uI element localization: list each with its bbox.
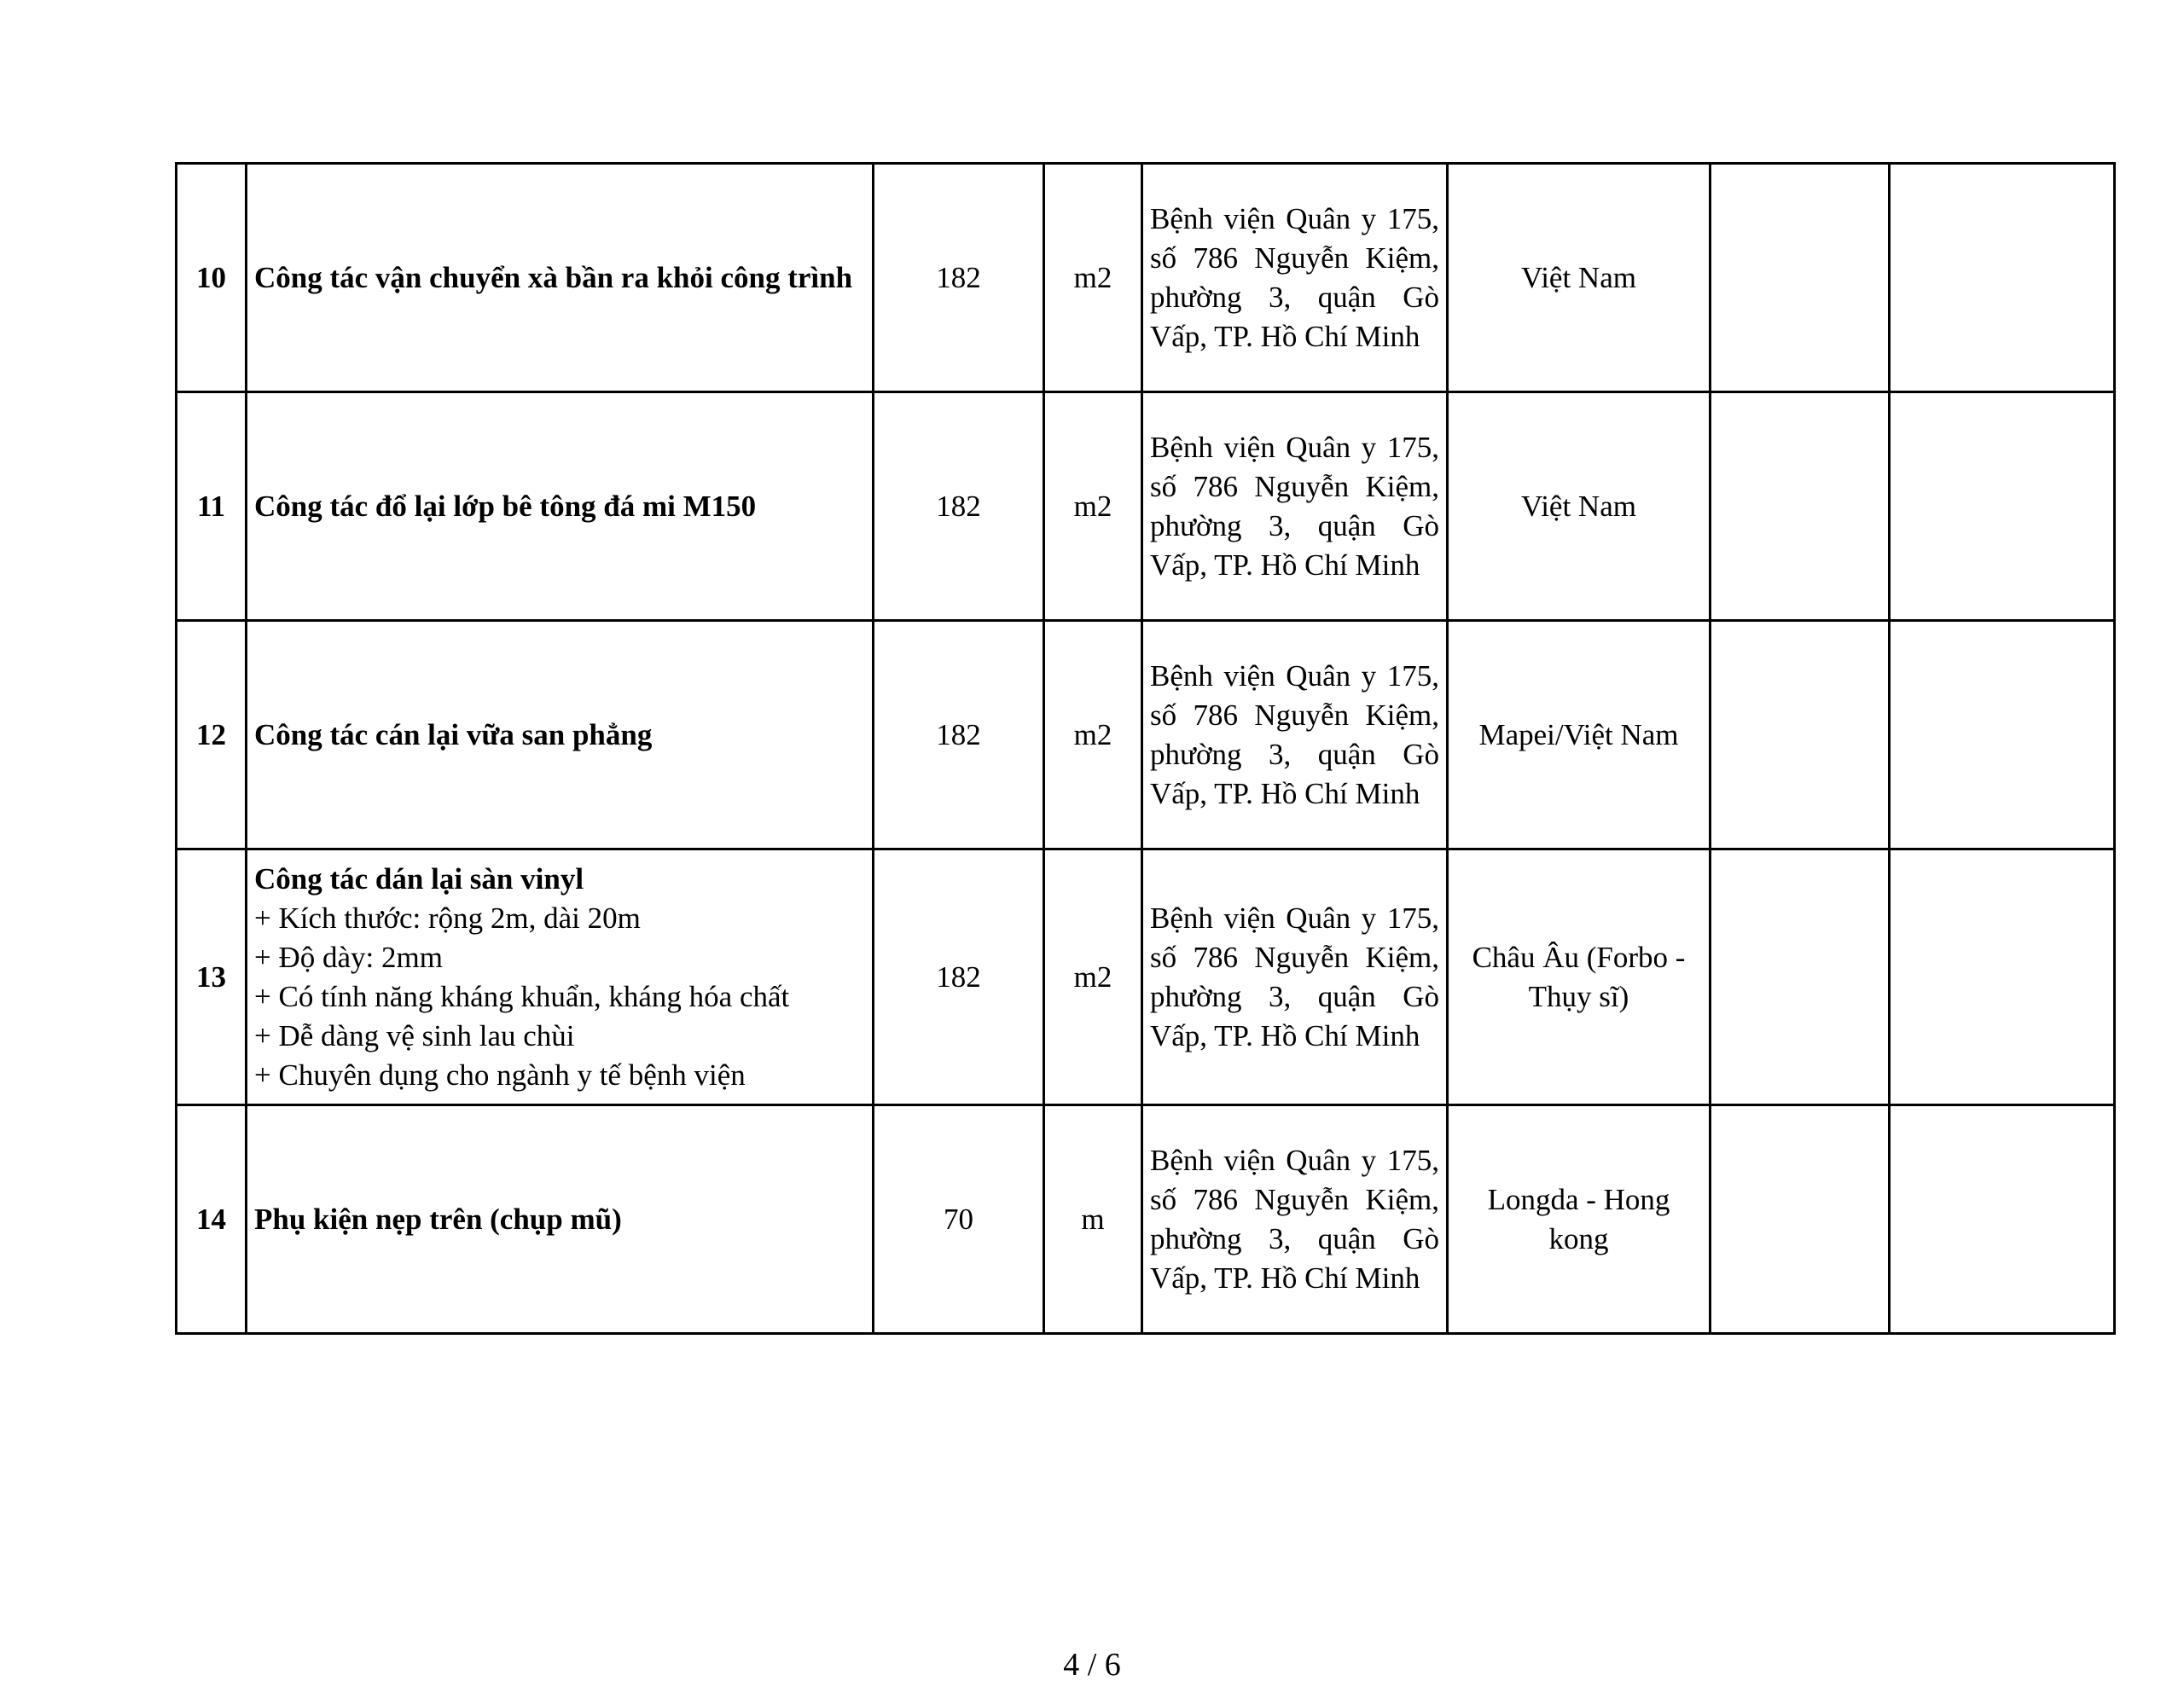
item-title: Công tác đổ lại lớp bê tông đá mi M150	[254, 489, 757, 523]
row-number: 13	[177, 849, 247, 1105]
item-origin: Việt Nam	[1448, 392, 1711, 621]
item-name	[247, 164, 874, 392]
table-row	[177, 164, 2115, 392]
item-title: Phụ kiện nẹp trên (chụp mũ)	[254, 1202, 622, 1236]
item-origin: Việt Nam	[1448, 164, 1711, 392]
empty-cell	[1711, 621, 1890, 849]
item-name	[247, 392, 874, 621]
empty-cell	[1711, 164, 1890, 392]
item-quantity: 182	[874, 849, 1044, 1105]
item-quantity: 70	[874, 1105, 1044, 1334]
item-title: Công tác cán lại vữa san phẳng	[254, 717, 653, 751]
page-number: 4 / 6	[1063, 1647, 1121, 1683]
empty-cell	[1890, 621, 2115, 849]
item-quantity: 182	[874, 392, 1044, 621]
row-number: 10	[177, 164, 247, 392]
empty-cell	[1711, 849, 1890, 1105]
item-unit: m2	[1044, 164, 1142, 392]
item-quantity: 182	[874, 621, 1044, 849]
item-name	[247, 621, 874, 849]
table-row	[177, 849, 2115, 1105]
row-number: 11	[177, 392, 247, 621]
table-row	[177, 392, 2115, 621]
item-title: Công tác vận chuyển xà bần ra khỏi công trình	[254, 260, 853, 294]
item-name	[247, 1105, 874, 1334]
empty-cell	[1711, 1105, 1890, 1334]
item-unit: m2	[1044, 621, 1142, 849]
item-quantity: 182	[874, 164, 1044, 392]
table-row	[177, 621, 2115, 849]
item-location: Bệnh viện Quân y 175, số 786 Nguyễn Kiệm, phường 3, quận Gò Vấp, TP. Hồ Chí Minh	[1142, 392, 1448, 621]
table-row	[177, 1105, 2115, 1334]
item-origin: Mapei/Việt Nam	[1448, 621, 1711, 849]
item-location: Bệnh viện Quân y 175, số 786 Nguyễn Kiệm, phường 3, quận Gò Vấp, TP. Hồ Chí Minh	[1142, 849, 1448, 1105]
item-unit: m	[1044, 1105, 1142, 1334]
item-location: Bệnh viện Quân y 175, số 786 Nguyễn Kiệm, phường 3, quận Gò Vấp, TP. Hồ Chí Minh	[1142, 164, 1448, 392]
item-spec: + Dễ dàng vệ sinh lau chùi	[254, 1018, 575, 1052]
item-spec: + Độ dày: 2mm	[254, 940, 443, 974]
item-location: Bệnh viện Quân y 175, số 786 Nguyễn Kiệm, phường 3, quận Gò Vấp, TP. Hồ Chí Minh	[1142, 621, 1448, 849]
empty-cell	[1711, 392, 1890, 621]
item-location: Bệnh viện Quân y 175, số 786 Nguyễn Kiệm, phường 3, quận Gò Vấp, TP. Hồ Chí Minh	[1142, 1105, 1448, 1334]
row-number: 14	[177, 1105, 247, 1334]
item-origin: Longda - Hong kong	[1448, 1105, 1711, 1334]
item-name	[247, 849, 874, 1105]
item-spec: + Có tính năng kháng khuẩn, kháng hóa chất	[254, 979, 790, 1013]
item-unit: m2	[1044, 849, 1142, 1105]
empty-cell	[1890, 1105, 2115, 1334]
empty-cell	[1890, 849, 2115, 1105]
item-spec: + Chuyên dụng cho ngành y tế bệnh viện	[254, 1058, 746, 1092]
item-origin: Châu Âu (Forbo - Thụy sĩ)	[1448, 849, 1711, 1105]
empty-cell	[1890, 164, 2115, 392]
item-spec: + Kích thước: rộng 2m, dài 20m	[254, 901, 641, 935]
item-title: Công tác dán lại sàn vinyl	[254, 861, 584, 896]
empty-cell	[1890, 392, 2115, 621]
items-table	[175, 162, 2116, 1335]
item-unit: m2	[1044, 392, 1142, 621]
row-number: 12	[177, 621, 247, 849]
